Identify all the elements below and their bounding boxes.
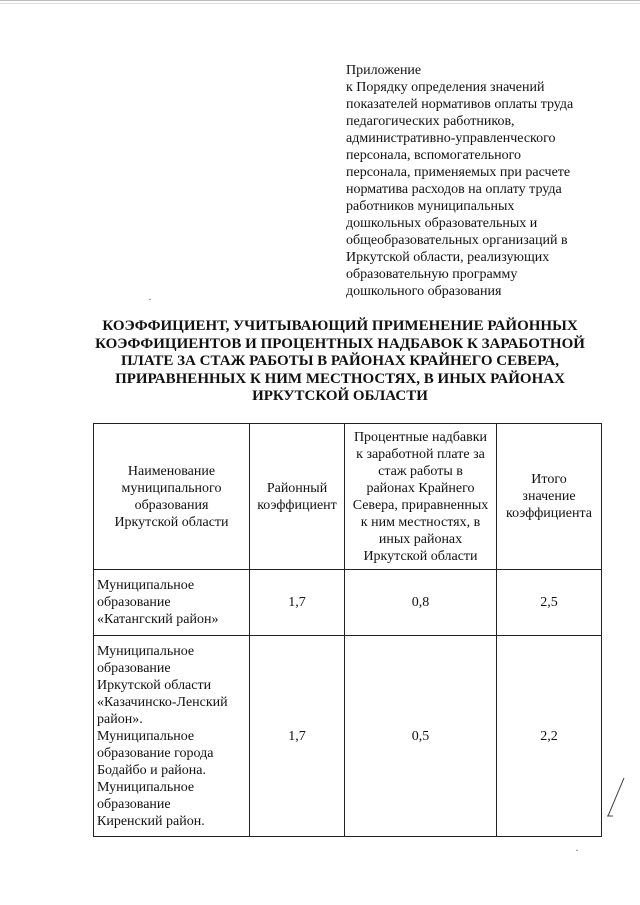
table-row bbox=[94, 636, 602, 837]
annex-line: работников муниципальных bbox=[346, 199, 515, 214]
table-header-row bbox=[94, 424, 602, 570]
coefficient-table bbox=[93, 423, 602, 837]
annex-line: административно-управленческого bbox=[346, 131, 556, 146]
row-total-value: 2,2 bbox=[497, 636, 602, 837]
annex-line: Приложение bbox=[346, 63, 422, 78]
annex-line: показателей нормативов оплаты труда bbox=[346, 97, 574, 112]
table-row bbox=[94, 570, 602, 636]
row-municipality-name: Муниципальное образование «Катангский район» bbox=[94, 570, 250, 636]
annex-line: дошкольных образовательных и bbox=[346, 216, 538, 231]
row-district-coefficient: 1,7 bbox=[250, 570, 345, 636]
annex-note bbox=[346, 62, 616, 300]
annex-line: к Порядку определения значений bbox=[346, 80, 545, 95]
annex-line: педагогических работников, bbox=[346, 114, 515, 129]
header-district-coefficient: Районный коэффициент bbox=[250, 424, 345, 570]
title-line: ПРИРАВНЕННЫХ К НИМ МЕСТНОСТЯХ, В ИНЫХ РАЙОНАХ bbox=[115, 370, 565, 387]
title-line: ИРКУТСКОЙ ОБЛАСТИ bbox=[252, 388, 428, 404]
document-title bbox=[60, 318, 620, 406]
annex-line: норматива расходов на оплату труда bbox=[346, 182, 562, 197]
title-line: КОЭФФИЦИЕНТОВ И ПРОЦЕНТНЫХ НАДБАВОК К ЗАРАБОТНОЙ bbox=[95, 335, 585, 352]
annex-line: дошкольного образования bbox=[346, 284, 502, 299]
scan-edge-line bbox=[0, 3, 640, 4]
row-district-coefficient: 1,7 bbox=[250, 636, 345, 837]
annex-line: общеобразовательных организаций в bbox=[346, 233, 568, 248]
scan-edge-line bbox=[0, 0, 640, 1]
scan-speck: · bbox=[575, 843, 579, 857]
row-total-value: 2,5 bbox=[497, 570, 602, 636]
header-percent-allowance: Процентные надбавки к заработной плате за стаж работы в районах Крайнего Севера, приравненных к ним местностях, в иных районах Иркутской области bbox=[345, 424, 497, 570]
row-percent-allowance: 0,5 bbox=[345, 636, 497, 837]
title-line: КОЭФФИЦИЕНТ, УЧИТЫВАЮЩИЙ ПРИМЕНЕНИЕ РАЙОННЫХ bbox=[102, 318, 578, 334]
annex-line: персонала, вспомогательного bbox=[346, 148, 521, 163]
annex-line: персонала, применяемых при расчете bbox=[346, 165, 571, 180]
margin-pen-mark bbox=[604, 772, 630, 822]
annex-line: Иркутской области, реализующих bbox=[346, 250, 550, 265]
header-municipality: Наименование муниципального образования Иркутской области bbox=[94, 424, 250, 570]
row-percent-allowance: 0,8 bbox=[345, 570, 497, 636]
annex-line: образовательную программу bbox=[346, 267, 518, 282]
row-municipality-name: Муниципальное образование Иркутской области «Казачинско-Ленский район». Муниципальное образование города Бодайбо и района. Муниципальное образование Киренский район. bbox=[94, 636, 250, 837]
header-total-value: Итого значение коэффициента bbox=[497, 424, 602, 570]
scan-speck: · bbox=[148, 292, 152, 306]
title-line: ПЛАТЕ ЗА СТАЖ РАБОТЫ В РАЙОНАХ КРАЙНЕГО СЕВЕРА, bbox=[121, 353, 559, 369]
